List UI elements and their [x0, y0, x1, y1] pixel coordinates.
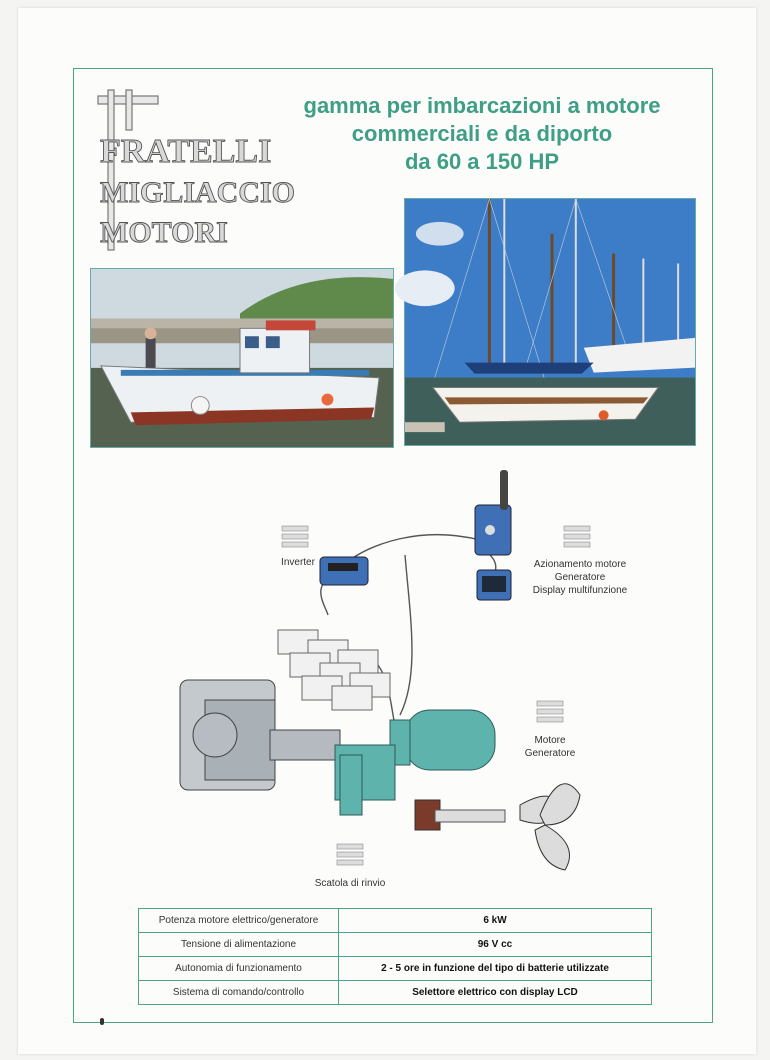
sailboats-photo — [404, 198, 696, 446]
controls-label-line-1: Azionamento motore — [533, 559, 627, 570]
fishing-boat-photo — [90, 268, 394, 448]
controls-label-line-3: Display multifunzione — [532, 585, 628, 596]
watermark-logo — [335, 840, 365, 870]
controls-label-line-2: Generatore — [554, 572, 606, 583]
watermark-logo — [280, 522, 310, 552]
company-logo — [88, 84, 296, 264]
headline-line-3: da 60 a 150 HP — [404, 149, 560, 174]
spec-label: Sistema di comando/controllo — [139, 981, 339, 1005]
spec-label: Tensione di alimentazione — [139, 933, 339, 957]
spec-value: Selettore elettrico con display LCD — [339, 981, 652, 1005]
headline-line-2: commerciali e da diporto — [351, 121, 613, 146]
table-row — [139, 957, 652, 981]
watermark-logo — [535, 697, 565, 727]
spec-value: 2 - 5 ore in funzione del tipo di batterie utilizzate — [339, 957, 652, 981]
table-row — [139, 981, 652, 1005]
motor-generator-label-line-1: Motore — [534, 735, 566, 746]
motor-generator-label — [515, 734, 585, 760]
logo-line-3: MOTORI — [100, 216, 228, 249]
propeller — [520, 784, 580, 870]
spec-value: 96 V cc — [339, 933, 652, 957]
battery-bank — [278, 630, 390, 710]
multifunction-display — [477, 570, 511, 600]
table-row — [139, 933, 652, 957]
spec-label: Autonomia di funzionamento — [139, 957, 339, 981]
controls-label — [510, 558, 650, 597]
spec-label: Potenza motore elettrico/generatore — [139, 909, 339, 933]
specs-table — [138, 908, 652, 1005]
spec-value: 6 kW — [339, 909, 652, 933]
motor-generator-label-line-2: Generatore — [524, 748, 576, 759]
shaft — [415, 800, 505, 830]
headline — [262, 92, 702, 176]
ink-mark — [100, 1018, 104, 1025]
logo-line-1: FRATELLI — [100, 133, 272, 170]
electric-motor-generator — [335, 710, 495, 815]
gearbox-label: Scatola di rinvio — [314, 878, 386, 889]
inverter-label: Inverter — [281, 557, 315, 568]
logo-line-2: MIGLIACCIO — [100, 176, 296, 209]
table-row — [139, 909, 652, 933]
headline-line-1: gamma per imbarcazioni a motore — [303, 93, 661, 118]
watermark-logo — [562, 522, 592, 552]
control-lever — [475, 470, 511, 555]
